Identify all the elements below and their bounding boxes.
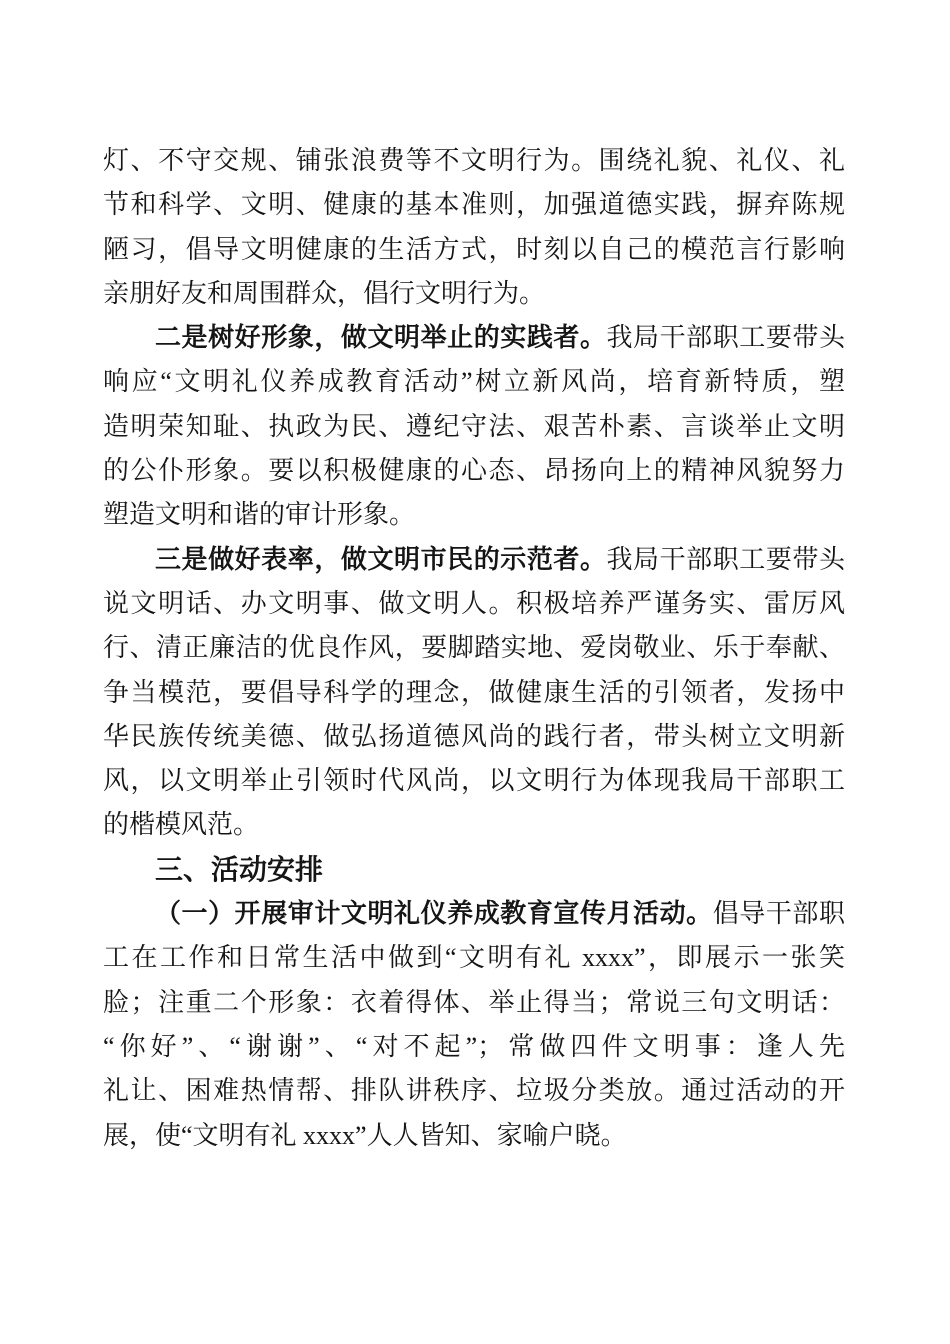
paragraph-text: 响应“文明礼仪养成教育活动”树立新风尚，培育新特质，塑	[103, 367, 845, 397]
paragraph-text: 华民族传统美德、做弘扬道德风尚的践行者，带头树立文明新	[103, 721, 845, 751]
paragraph-text: 我局干部职工要带头	[606, 544, 845, 574]
paragraph	[103, 892, 845, 1158]
text-line	[103, 316, 845, 360]
paragraph-text: 灯、不守交规、铺张浪费等不文明行为。围绕礼貌、礼仪、礼	[103, 146, 845, 175]
text-line	[103, 493, 845, 537]
paragraph-text: 塑造文明和谐的审计形象。	[103, 500, 416, 530]
paragraph-text: 展，使“文明有礼 xxxx”人人皆知、家喻户晓。	[103, 1120, 627, 1150]
text-line	[103, 803, 845, 847]
text-line	[103, 139, 845, 183]
paragraph-text: 倡导干部职	[712, 899, 845, 929]
paragraph	[103, 538, 845, 848]
paragraph-lead: 二是树好形象，做文明举止的实践者。	[155, 323, 607, 353]
paragraph-text: 行、清正廉洁的优良作风，要脚踏实地、爱岗敬业、乐于奉献、	[103, 633, 845, 663]
paragraph-lead: 三是做好表率，做文明市民的示范者。	[155, 544, 607, 574]
paragraph-text: 说文明话、办文明事、做文明人。积极培养严谨务实、雷厉风	[103, 588, 845, 618]
paragraph-text: 风，以文明举止引领时代风尚，以文明行为体现我局干部职工	[103, 766, 845, 796]
text-line	[103, 759, 845, 803]
section-heading	[103, 848, 845, 892]
paragraph	[103, 316, 845, 537]
text-line	[103, 538, 845, 582]
paragraph-text: 礼让、困难热情帮、排队讲秩序、垃圾分类放。通过活动的开	[103, 1076, 845, 1106]
text-line	[103, 936, 845, 980]
paragraph-text: 争当模范，要倡导科学的理念，做健康生活的引领者，发扬中	[103, 677, 845, 707]
text-line	[103, 892, 845, 936]
text-line	[103, 1025, 845, 1069]
paragraph-text: 的楷模风范。	[103, 810, 260, 840]
section-heading-line	[103, 848, 845, 892]
text-line	[103, 715, 845, 759]
paragraph-text: 陋习，倡导文明健康的生活方式，时刻以自己的模范言行影响	[103, 234, 845, 264]
paragraph	[103, 139, 845, 316]
paragraph-text: 脸；注重二个形象：衣着得体、举止得当；常说三句文明话：	[103, 987, 845, 1017]
text-line	[103, 228, 845, 272]
text-line	[103, 272, 845, 316]
section-heading-text: 三、活动安排	[155, 853, 324, 885]
text-line	[103, 360, 845, 404]
paragraph-text: 的公仆形象。要以积极健康的心态、昂扬向上的精神风貌努力	[103, 456, 845, 486]
text-line	[103, 582, 845, 626]
text-line	[103, 183, 845, 227]
text-line	[103, 405, 845, 449]
paragraph-lead: （一）开展审计文明礼仪养成教育宣传月活动。	[155, 899, 713, 929]
text-line	[103, 1069, 845, 1113]
text-line	[103, 1114, 845, 1158]
paragraph-text: 节和科学、文明、健康的基本准则，加强道德实践，摒弃陈规	[103, 190, 845, 220]
paragraph-text: 我局干部职工要带头	[606, 323, 845, 353]
text-line	[103, 449, 845, 493]
paragraph-text: “你好”、“谢谢”、“对不起”；常做四件文明事：逢人先	[103, 1031, 845, 1061]
paragraph-text: 造明荣知耻、执政为民、遵纪守法、艰苦朴素、言谈举止文明	[103, 411, 845, 441]
text-line	[103, 626, 845, 670]
text-line	[103, 981, 845, 1025]
text-line	[103, 671, 845, 715]
document-body	[103, 139, 845, 1158]
paragraph-text: 工在工作和日常生活中做到“文明有礼 xxxx”，即展示一张笑	[103, 943, 845, 973]
paragraph-text: 亲朋好友和周围群众，倡行文明行为。	[103, 278, 546, 308]
